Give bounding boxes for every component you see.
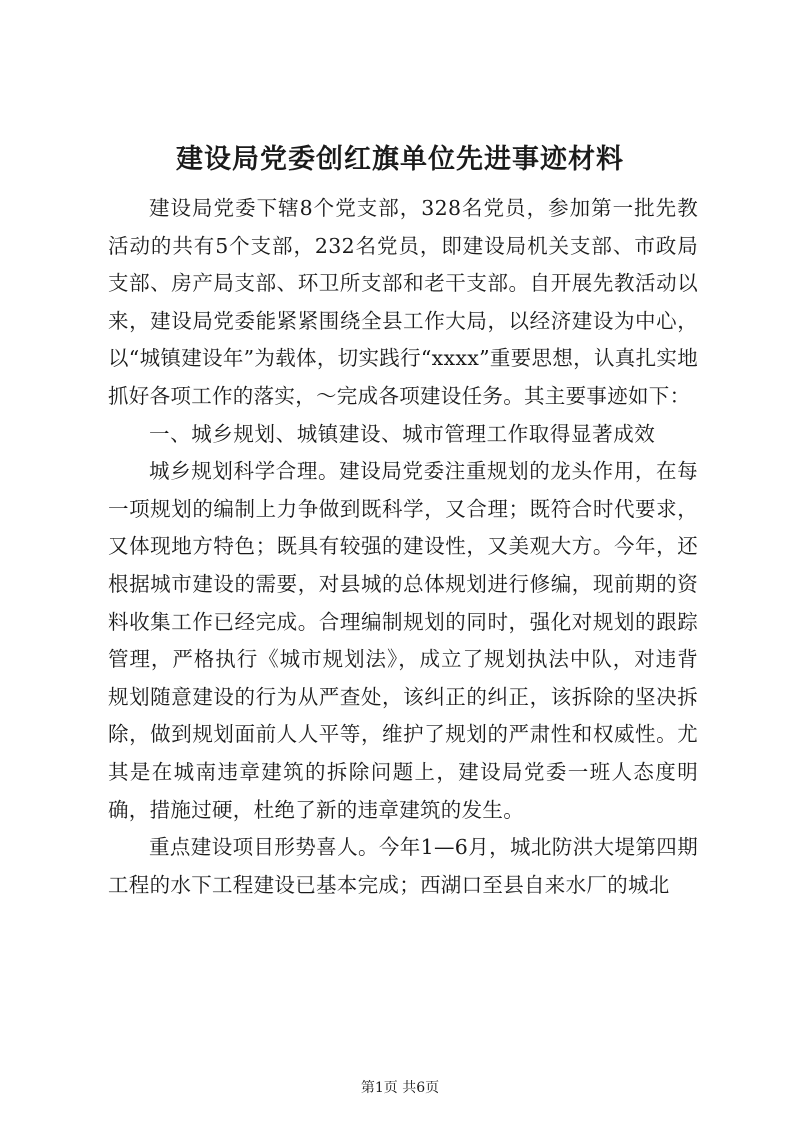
paragraph-urban-planning: 城乡规划科学合理。建设局党委注重规划的龙头作用，在每一项规划的编制上力争做到既科学，又合理；既符合时代要求，又体现地方特色；既具有较强的建设性，又美观大方。今年，还根据城市建设的需要，对县城的总体规划进行修编，现前期的资料收集工作已经完成。合理编制规划的同时，强化对规划的跟踪管理，严格执行《城市规划法》，成立了规划执法中队，对违背规划随意建设的行为从严查处，该纠正的纠正，该拆除的坚决拆除，做到规划面前人人平等，维护了规划的严肃性和权威性。尤其是在城南违章建筑的拆除问题上，建设局党委一班人态度明确，措施过硬，杜绝了新的违章建筑的发生。 [108, 459, 698, 822]
paragraph-intro: 建设局党委下辖8个党支部，328名党员，参加第一批先教活动的共有5个支部，232名党员，即建设局机关支部、市政局支部、房产局支部、环卫所支部和老干支部。自开展先教活动以来，建设局党委能紧紧围绕全县工作大局，以经济建设为中心，以“城镇建设年”为载体，切实践行“xxxx”重要思想，认真扎实地抓好各项工作的落实，～完成各项建设任务。其主要事迹如下： [108, 196, 698, 408]
page-footer: 第1页 共6页 [360, 1080, 440, 1096]
document-title: 建设局党委创红旗单位先进事迹材料 [176, 144, 624, 175]
document-body [108, 190, 698, 904]
paragraph-key-projects: 重点建设项目形势喜人。今年1—6月，城北防洪大堤第四期工程的水下工程建设已基本完成；西湖口至县自来水厂的城北 [108, 835, 698, 897]
section-heading-1: 一、城乡规划、城镇建设、城市管理工作取得显著成效 [149, 421, 656, 446]
